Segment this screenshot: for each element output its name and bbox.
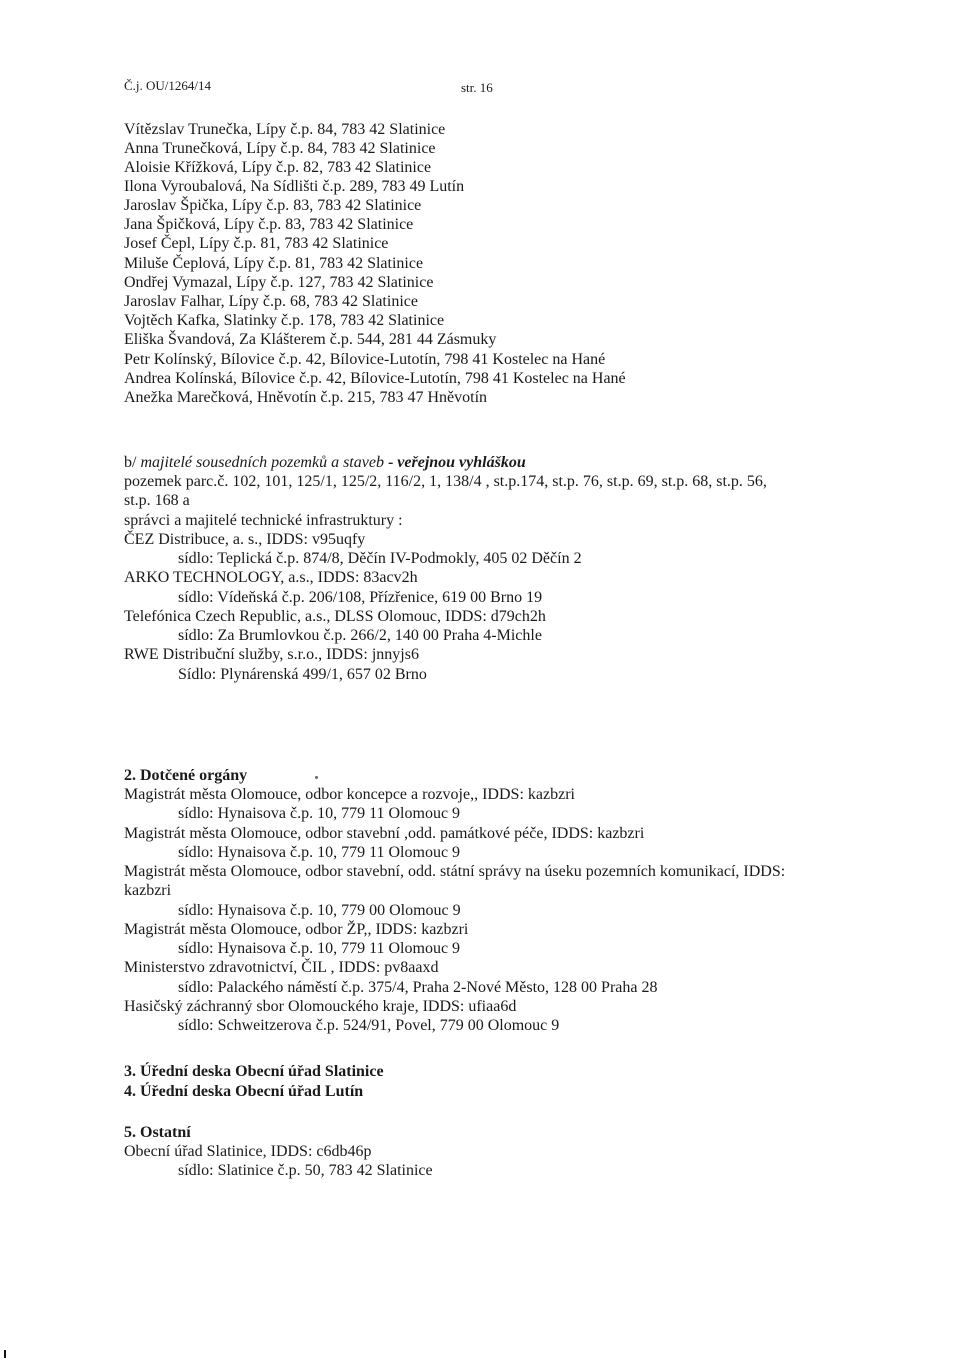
infrastructure-seat: sídlo: Vídeňská č.p. 206/108, Přízřenice, 619 00 Brno 19: [178, 589, 543, 606]
infrastructure-owner: ČEZ Distribuce, a. s., IDDS: v95uqfy: [124, 531, 366, 548]
list-item: Petr Kolínský, Bílovice č.p. 42, Bílovice-Lutotín, 798 41 Kostelec na Hané: [124, 351, 606, 368]
authority-seat: sídlo: Hynaisova č.p. 10, 779 11 Olomouc 9: [178, 805, 461, 822]
list-item: Ondřej Vymazal, Lípy č.p. 127, 783 42 Slatinice: [124, 274, 434, 291]
scan-edge-mark: [4, 1350, 6, 1358]
other-recipient: Obecní úřad Slatinice, IDDS: c6db46p: [124, 1143, 372, 1160]
infrastructure-owner: Telefónica Czech Republic, a.s., DLSS Olomouc, IDDS: d79ch2h: [124, 608, 546, 625]
authority-line: Ministerstvo zdravotnictví, ČIL , IDDS: pv8aaxd: [124, 959, 439, 976]
authority-seat: sídlo: Schweitzerova č.p. 524/91, Povel, 779 00 Olomouc 9: [178, 1017, 560, 1034]
section-4-heading: 4. Úřední deska Obecní úřad Lutín: [124, 1083, 364, 1100]
document-reference: Č.j. OU/1264/14: [124, 78, 212, 93]
list-item: Miluše Čeplová, Lípy č.p. 81, 783 42 Slatinice: [124, 255, 424, 272]
list-item: Josef Čepl, Lípy č.p. 81, 783 42 Slatinice: [124, 235, 389, 252]
authority-line-continued: kazbzri: [124, 882, 172, 899]
section-b-heading: [124, 453, 526, 473]
authority-seat: sídlo: Hynaisova č.p. 10, 779 11 Olomouc 9: [178, 940, 461, 957]
section-5-heading: 5. Ostatní: [124, 1124, 191, 1141]
authority-line: Magistrát města Olomouce, odbor stavební, odd. státní správy na úseku pozemních komunikací, IDDS:: [124, 863, 786, 880]
section-b-prefix: b/: [124, 454, 141, 471]
section-b-public-notice: veřejnou vyhláškou: [397, 454, 526, 471]
section-3-heading: 3. Úřední deska Obecní úřad Slatinice: [124, 1063, 384, 1080]
list-item: Jaroslav Falhar, Lípy č.p. 68, 783 42 Slatinice: [124, 293, 418, 310]
list-item: Vojtěch Kafka, Slatinky č.p. 178, 783 42 Slatinice: [124, 312, 445, 329]
section-b-dash: -: [383, 454, 398, 471]
authority-line: Magistrát města Olomouce, odbor ŽP,, IDDS: kazbzri: [124, 921, 469, 938]
list-item: Jaroslav Špička, Lípy č.p. 83, 783 42 Slatinice: [124, 197, 422, 214]
authority-seat: sídlo: Hynaisova č.p. 10, 779 11 Olomouc 9: [178, 844, 461, 861]
page-number: str. 16: [461, 80, 493, 95]
scan-speck: [315, 776, 318, 779]
authority-seat: sídlo: Palackého náměstí č.p. 375/4, Praha 2-Nové Město, 128 00 Praha 28: [178, 979, 658, 996]
infrastructure-owner: ARKO TECHNOLOGY, a.s., IDDS: 83acv2h: [124, 569, 418, 586]
list-item: Anežka Marečková, Hněvotín č.p. 215, 783 47 Hněvotín: [124, 389, 488, 406]
infrastructure-owner: RWE Distribuční služby, s.r.o., IDDS: jnnyjs6: [124, 646, 419, 663]
list-item: Ilona Vyroubalová, Na Sídlišti č.p. 289, 783 49 Lutín: [124, 178, 465, 195]
other-recipient-seat: sídlo: Slatinice č.p. 50, 783 42 Slatinice: [178, 1162, 433, 1179]
infrastructure-seat: sídlo: Za Brumlovkou č.p. 266/2, 140 00 Praha 4-Michle: [178, 627, 542, 644]
infrastructure-seat: sídlo: Teplická č.p. 874/8, Děčín IV-Podmokly, 405 02 Děčín 2: [178, 550, 582, 567]
authority-line: Magistrát města Olomouce, odbor koncepce a rozvoje,, IDDS: kazbzri: [124, 786, 575, 803]
list-item: Anna Trunečková, Lípy č.p. 84, 783 42 Slatinice: [124, 140, 436, 157]
infrastructure-intro: správci a majitelé technické infrastruktury :: [124, 512, 403, 529]
authority-seat: sídlo: Hynaisova č.p. 10, 779 00 Olomouc 9: [178, 902, 461, 919]
parcels-line: pozemek parc.č. 102, 101, 125/1, 125/2, 116/2, 1, 138/4 , st.p.174, st.p. 76, st.p. 69, st.p. 68, st.p. 56,: [124, 473, 767, 490]
list-item: Jana Špičková, Lípy č.p. 83, 783 42 Slatinice: [124, 216, 414, 233]
list-item: Aloisie Křížková, Lípy č.p. 82, 783 42 Slatinice: [124, 159, 432, 176]
authority-line: Magistrát města Olomouce, odbor stavební ,odd. památkové péče, IDDS: kazbzri: [124, 825, 645, 842]
infrastructure-seat: Sídlo: Plynárenská 499/1, 657 02 Brno: [178, 666, 427, 683]
section-b-title: majitelé sousedních pozemků a staveb: [140, 454, 384, 471]
section-2-heading: 2. Dotčené orgány: [124, 767, 248, 784]
authority-line: Hasičský záchranný sbor Olomouckého kraje, IDDS: ufiaa6d: [124, 998, 517, 1015]
list-item: Andrea Kolínská, Bílovice č.p. 42, Bílovice-Lutotín, 798 41 Kostelec na Hané: [124, 370, 626, 387]
parcels-line-continued: st.p. 168 a: [124, 492, 190, 509]
list-item: Eliška Švandová, Za Klášterem č.p. 544, 281 44 Zásmuky: [124, 331, 497, 348]
list-item: Vítězslav Trunečka, Lípy č.p. 84, 783 42 Slatinice: [124, 121, 446, 138]
